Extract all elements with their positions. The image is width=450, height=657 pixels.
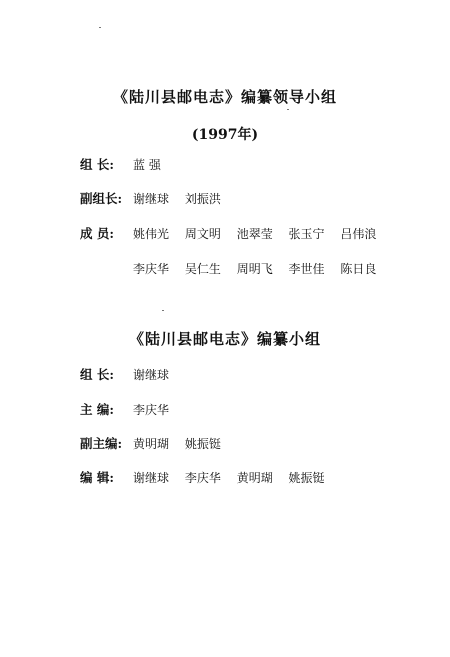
person-name: 刘振洪 (184, 192, 221, 206)
names-list (133, 156, 173, 174)
person-name: 谢继球 (133, 471, 170, 485)
names-list (133, 435, 233, 453)
person-name: 姚振铤 (184, 437, 221, 451)
names-list (133, 260, 388, 278)
role-label: 组 长: (80, 157, 114, 172)
scan-speck (287, 109, 289, 110)
scan-speck (99, 27, 101, 28)
person-name: 李庆华 (184, 471, 221, 485)
scan-speck (162, 310, 164, 311)
person-name: 吴仁生 (184, 262, 221, 276)
person-name: 李庆华 (133, 403, 170, 417)
person-name: 张玉宁 (288, 227, 325, 241)
names-list (133, 366, 181, 384)
person-name: 李世佳 (288, 262, 325, 276)
role-label: 编 辑: (80, 470, 114, 485)
role-label: 副组长: (80, 191, 123, 206)
role-label: 成 员: (80, 226, 114, 241)
person-name: 黄明瑚 (133, 437, 170, 451)
person-name: 周文明 (184, 227, 221, 241)
person-name: 谢继球 (133, 368, 170, 382)
person-name: 蓝 强 (133, 158, 161, 172)
names-list (133, 225, 388, 243)
person-name: 姚振铤 (288, 471, 325, 485)
section1-year: (1997年) (191, 127, 259, 143)
person-name: 姚伟光 (133, 227, 170, 241)
role-label: 主 编: (80, 402, 114, 417)
person-name: 谢继球 (133, 192, 170, 206)
person-name: 池翠莹 (236, 227, 273, 241)
role-label: 副主编: (80, 436, 123, 451)
person-name: 周明飞 (236, 262, 273, 276)
names-list (133, 469, 337, 487)
names-list (133, 401, 181, 419)
role-label: 组 长: (80, 367, 114, 382)
person-name: 李庆华 (133, 262, 170, 276)
names-list (133, 190, 233, 208)
section1-title: 《陆川县邮电志》编纂领导小组 (112, 88, 337, 106)
person-name: 黄明瑚 (236, 471, 273, 485)
person-name: 吕伟浪 (340, 227, 377, 241)
person-name: 陈日良 (340, 262, 377, 276)
section2-title: 《陆川县邮电志》编纂小组 (128, 330, 321, 348)
